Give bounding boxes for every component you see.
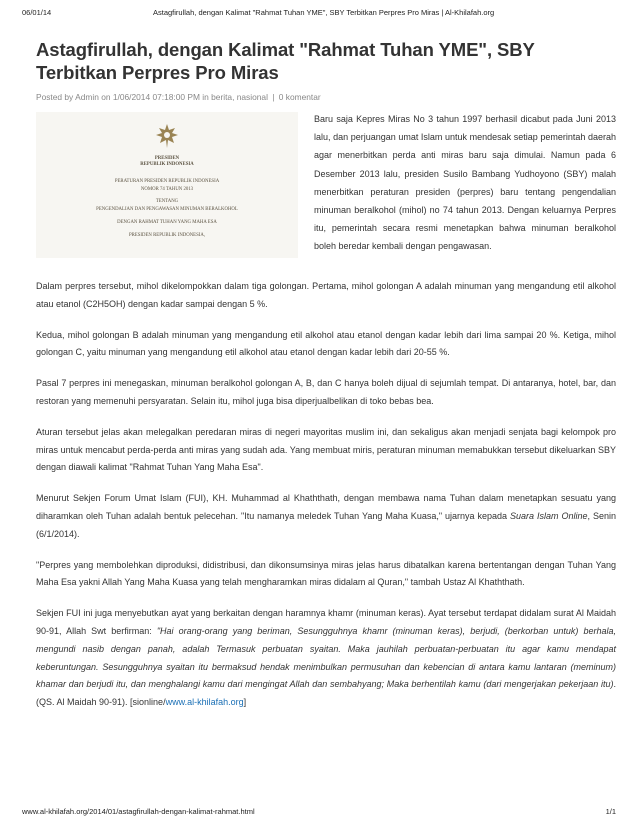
paragraph-2: Kedua, mihol golongan B adalah minuman yang mengandung etil alkohol atau etanol dengan kadar lebih dari lima sampai 20 %. Ketiga, mihol golongan C, yaitu minuman yang mengandung etil alkohol atau etanol dengan kadar lebih dari 20-55 %. xyxy=(36,329,616,358)
citation-close: ] xyxy=(243,697,247,708)
perpres-document-image xyxy=(36,112,298,258)
paragraph-5-text: Menurut Sekjen Forum Umat Islam (FUI), KH. Muhammad al Khaththath, dengan membawa nama Tuhan dalam menetapkan sesuatu yang diharamkan oleh Tuhan adalah bentuk pelecehan. "Itu namanya meledek Tuhan Yang Maha Kuasa," ujarnya kepada xyxy=(36,493,616,521)
paragraph-6: "Perpres yang membolehkan diproduksi, didistribusi, dan dikonsumsinya miras jelas harus dibatalkan karena bertentangan dengan Tuhan Yang Maha Esa yakni Allah Yang Maha Kuasa yang telah mengharamkan miras didalam al Quran," tambah Ustaz Al Khaththath. xyxy=(36,559,616,588)
paragraph-1: Dalam perpres tersebut, mihol dikelompokkan dalam tiga golongan. Pertama, mihol golongan A adalah minuman yang mengandung etil alkohol atau etanol (C2H5OH) dengan kadar sampai dengan 5 %. xyxy=(36,281,616,309)
paragraph-3: Pasal 7 perpres ini menegaskan, minuman beralkohol golongan A, B, dan C hanya boleh dijual di sejumlah tempat. Di antaranya, hotel, bar, dan restoran yang memenuhi persyaratan. Selain itu, mihol juga bisa diperjualbelikan di toko bebas bea. xyxy=(36,378,616,406)
category-link-berita[interactable]: berita xyxy=(211,92,233,102)
print-page-number: 1/1 xyxy=(605,807,616,816)
figure-line-pengendalian: PENGENDALIAN DAN PENGAWASAN MINUMAN BERALKOHOL xyxy=(96,207,238,212)
garuda-emblem-icon xyxy=(154,122,180,152)
category-link-nasional[interactable]: nasional xyxy=(236,92,268,102)
figure-line-peraturan: PERATURAN PRESIDEN REPUBLIK INDONESIA xyxy=(114,179,220,184)
figure-line-nomor: NOMOR 74 TAHUN 2013 xyxy=(140,187,194,192)
paragraph-7-text: Sekjen FUI ini juga menyebutkan ayat yang berkaitan dengan haramnya khamr (minuman keras). Ayat tersebut terdapat didalam surat Al Maidah 90-91, Allah Swt berfirman: xyxy=(36,608,616,636)
paragraph-5-end: , Senin (6/1/2014). xyxy=(36,510,616,539)
author-link[interactable]: Admin xyxy=(75,92,99,102)
intro-paragraph: Baru saja Kepres Miras No 3 tahun 1997 berhasil dicabut pada Juni 2013 lalu, dan perjuangan umat Islam untuk mendesak setiap pemerintah daerah agar menerbitkan perda anti miras baru saja dimulai. Namun pada 6 Desember 2013 lalu, presiden Susilo Bambang Yudhoyono (SBY) malah menerbitkan peraturan presiden (perpres) baru tentang pengendalian minuman beralkohol (mihol) no 74 tahun 2013. Dengan keluarnya Perpres itu, pemerintah secara resmi menetapkan bahwa minuman beralkohol boleh beredar kembali dengan pengawasan. xyxy=(314,114,616,252)
posted-by-label: Posted by xyxy=(36,92,74,102)
meta-separator: | xyxy=(272,92,275,102)
comments-link[interactable]: 0 komentar xyxy=(278,92,321,102)
post-datetime-link[interactable]: 1/06/2014 07:18:00 PM xyxy=(112,92,200,102)
source-link[interactable]: www.al-khilafah.org xyxy=(165,697,244,708)
paragraph-4: Aturan tersebut jelas akan melegalkan peredaran miras di negeri mayoritas muslim ini, dan sekaligus akan menjadi senjata bagi kelompok pro miras untuk mencabut perda-perda anti miras yang sudah ada. Yang membuat miris, peraturan minuman memabukkan tersebut dikeluarkan SBY dengan diawali kalimat "Rahmat Tuhan Yang Maha Esa". xyxy=(36,426,616,473)
in-label: in xyxy=(202,92,209,102)
quote-citation: . (QS. Al Maidah 90-91). [sionline/ xyxy=(36,679,616,708)
article xyxy=(36,38,616,712)
figure-line-rahmat: DENGAN RAHMAT TUHAN YANG MAHA ESA xyxy=(117,220,217,225)
figure-line-presiden: PRESIDEN xyxy=(154,156,180,161)
print-date: 06/01/14 xyxy=(22,8,52,17)
figure-line-tentang: TENTANG xyxy=(155,199,179,204)
on-label: on xyxy=(101,92,111,102)
paragraph-7 xyxy=(36,605,616,712)
figure-line-republik: REPUBLIK INDONESIA xyxy=(140,162,194,167)
print-page-title: Astagfirullah, dengan Kalimat "Rahmat Tuhan YME", SBY Terbitkan Perpres Pro Miras | Al-Khilafah.org xyxy=(153,8,495,17)
post-meta: Posted by Admin on 1/06/2014 07:18:00 PM in berita, nasional | 0 komentar xyxy=(36,92,321,102)
paragraph-5 xyxy=(36,490,616,543)
figure-line-presiden-ri: PRESIDEN REPUBLIK INDONESIA, xyxy=(128,233,206,238)
print-header xyxy=(22,8,616,17)
print-url: www.al-khilafah.org/2014/01/astagfirullah-dengan-kalimat-rahmat.html xyxy=(22,807,255,816)
article-title: Astagfirullah, dengan Kalimat "Rahmat Tuhan YME", SBY Terbitkan Perpres Pro Miras xyxy=(36,39,535,83)
intro-section xyxy=(36,110,616,258)
source-name: Suara Islam Online xyxy=(510,510,588,521)
quran-quote: "Hai orang-orang yang beriman, Sesungguhnya khamr (minuman keras), berjudi, (berkorban untuk) berhala, mengundi nasib dengan panah, adalah Termasuk perbuatan syaitan. Maka jauhilah perbuatan-perbuatan itu agar kamu mendapat keberuntungan. Sesungguhnya syaitan itu bermaksud hendak menimbulkan permusuhan dan kebencian di antara kamu lantaran (meminum) khamar dan berjudi itu, dan menghalangi kamu dari mengingat Allah dan sembahyang; Maka berhentilah kamu (dari mengerjakan pekerjaan itu) xyxy=(36,625,616,690)
print-footer xyxy=(22,807,616,816)
